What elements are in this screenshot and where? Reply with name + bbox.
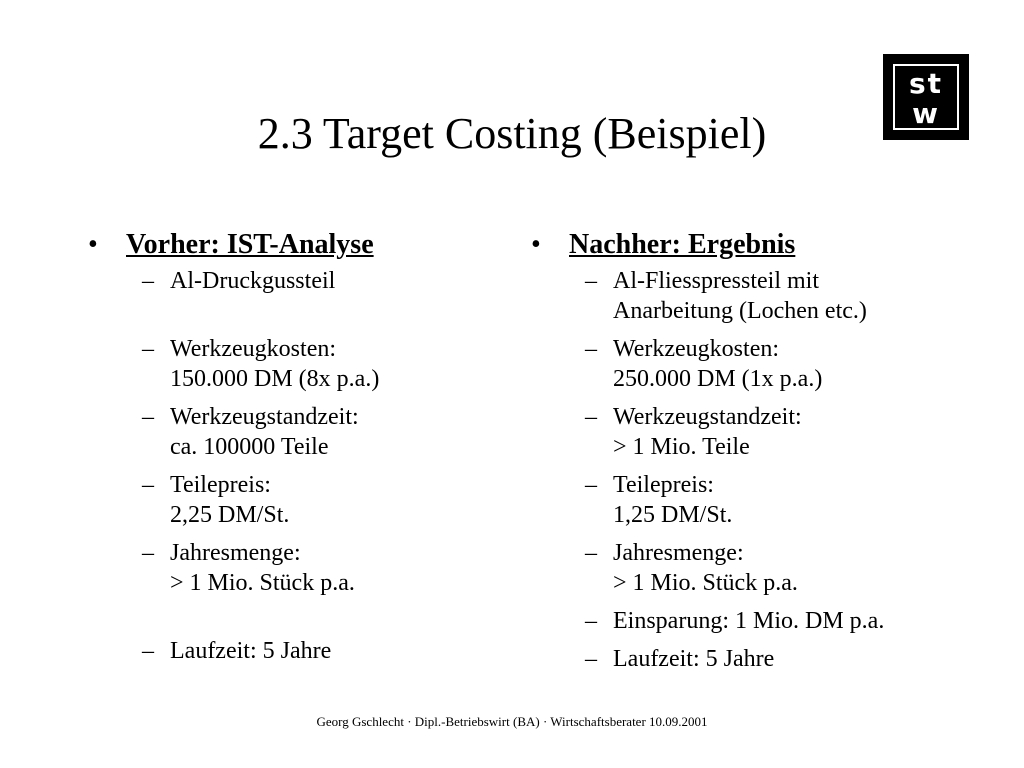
list-item — [88, 402, 498, 462]
dash-icon: – — [142, 336, 154, 362]
item-text: > 1 Mio. Stück p.a. — [613, 570, 798, 596]
list-item — [531, 644, 991, 674]
item-text: > 1 Mio. Teile — [613, 434, 750, 460]
item-text: Jahresmenge: — [613, 540, 744, 566]
list-item — [88, 266, 498, 296]
spacer — [88, 606, 498, 636]
item-text: Werkzeugstandzeit: — [613, 404, 802, 430]
dash-icon: – — [585, 540, 597, 566]
slide-title: 2.3 Target Costing (Beispiel) — [257, 109, 767, 158]
item-text: Al-Druckgussteil — [170, 268, 336, 294]
left-column — [88, 228, 498, 674]
list-item — [531, 538, 991, 598]
item-text: 2,25 DM/St. — [170, 502, 290, 528]
logo-line-2: w — [912, 97, 940, 130]
list-item — [88, 636, 498, 666]
item-text: Al-Fliesspressteil mit — [613, 268, 819, 294]
dash-icon: – — [585, 404, 597, 430]
slide-footer: Georg Gschlecht · Dipl.-Betriebswirt (BA) · Wirtschaftsberater 10.09.2001 — [316, 714, 708, 729]
item-text: Einsparung: 1 Mio. DM p.a. — [613, 608, 885, 634]
item-text: > 1 Mio. Stück p.a. — [170, 570, 355, 596]
list-item — [531, 470, 991, 530]
item-text: Werkzeugkosten: — [170, 336, 337, 362]
dash-icon: – — [585, 336, 597, 362]
item-text: Werkzeugstandzeit: — [170, 404, 359, 430]
list-item — [88, 538, 498, 598]
item-text: Laufzeit: 5 Jahre — [170, 638, 332, 664]
dash-icon: – — [142, 472, 154, 498]
item-text: Teilepreis: — [170, 472, 271, 498]
dash-icon: – — [142, 404, 154, 430]
list-item — [531, 606, 991, 636]
item-text: Teilepreis: — [613, 472, 714, 498]
list-item — [531, 334, 991, 394]
dash-icon: – — [142, 638, 154, 664]
dash-icon: – — [142, 268, 154, 294]
item-text: Anarbeitung (Lochen etc.) — [613, 298, 867, 324]
dash-icon: – — [585, 608, 597, 634]
left-heading-text: Vorher: IST-Analyse — [126, 229, 374, 260]
dash-icon: – — [585, 472, 597, 498]
item-text: Laufzeit: 5 Jahre — [613, 646, 775, 672]
stw-logo — [883, 54, 969, 140]
list-item — [88, 334, 498, 394]
right-column — [531, 228, 991, 682]
dash-icon: – — [585, 268, 597, 294]
item-text: 250.000 DM (1x p.a.) — [613, 366, 823, 392]
bullet-icon: • — [531, 229, 541, 260]
item-text: ca. 100000 Teile — [170, 434, 329, 460]
item-text: Jahresmenge: — [170, 540, 301, 566]
dash-icon: – — [585, 646, 597, 672]
right-heading-text: Nachher: Ergebnis — [569, 229, 796, 260]
left-heading — [88, 228, 498, 262]
list-item — [531, 402, 991, 462]
spacer — [88, 304, 498, 334]
list-item — [531, 266, 991, 326]
list-item — [88, 470, 498, 530]
item-text: Werkzeugkosten: — [613, 336, 780, 362]
logo-line-1: st — [908, 67, 944, 100]
item-text: 1,25 DM/St. — [613, 502, 733, 528]
item-text: 150.000 DM (8x p.a.) — [170, 366, 380, 392]
right-heading — [531, 228, 991, 262]
dash-icon: – — [142, 540, 154, 566]
stw-logo-mark — [893, 64, 959, 130]
bullet-icon: • — [88, 229, 98, 260]
